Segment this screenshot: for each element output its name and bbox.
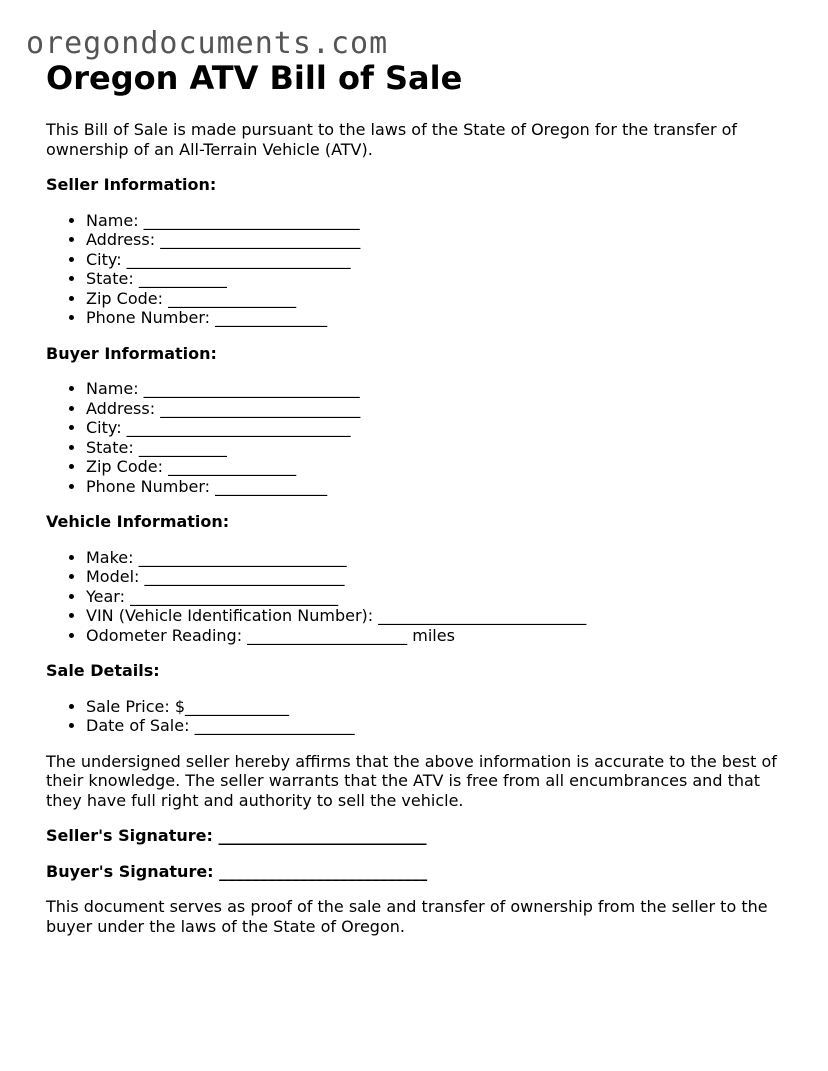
seller-name-field: • Name: ___________________________ xyxy=(86,211,796,231)
site-watermark: oregondocuments.com xyxy=(26,26,389,61)
document-title: Oregon ATV Bill of Sale xyxy=(46,59,463,97)
intro-paragraph: This Bill of Sale is made pursuant to the laws of the State of Oregon for the transfer of ownership of an All-Terrain Vehicle (ATV). xyxy=(46,120,738,159)
buyer-city-field: • City: ____________________________ xyxy=(86,418,796,438)
vehicle-year-field: • Year: __________________________ xyxy=(86,587,796,607)
vehicle-model-field: • Model: _________________________ xyxy=(86,567,796,587)
affirmation-paragraph: The undersigned seller hereby affirms that the above information is accurate to the best of their knowledge. The seller warrants that the ATV is free from all encumbrances and that they have full right and authority to sell the vehicle. xyxy=(46,751,777,810)
buyer-list xyxy=(46,379,796,496)
seller-city-field: • City: ____________________________ xyxy=(86,250,796,270)
buyer-zip-field: • Zip Code: ________________ xyxy=(86,457,796,477)
sale-heading: Sale Details: xyxy=(46,661,160,680)
buyer-state-field: • State: ___________ xyxy=(86,438,796,458)
seller-state-field: • State: ___________ xyxy=(86,269,796,289)
vehicle-heading: Vehicle Information: xyxy=(46,512,230,531)
sale-price-field: • Sale Price: $_____________ xyxy=(86,697,796,717)
seller-heading: Seller Information: xyxy=(46,175,217,194)
closing-paragraph: This document serves as proof of the sale and transfer of ownership from the seller to the buyer under the laws of the State of Oregon. xyxy=(46,897,768,936)
seller-zip-field: • Zip Code: ________________ xyxy=(86,289,796,309)
seller-signature-line: Seller's Signature: __________________________ xyxy=(46,826,427,845)
buyer-heading: Buyer Information: xyxy=(46,343,217,363)
buyer-address-field: • Address: _________________________ xyxy=(86,399,796,419)
buyer-name-field: • Name: ___________________________ xyxy=(86,379,796,399)
document-page xyxy=(46,58,796,936)
vehicle-make-field: • Make: __________________________ xyxy=(86,548,796,568)
seller-phone-field: • Phone Number: ______________ xyxy=(86,308,796,328)
buyer-signature-line: Buyer's Signature: __________________________ xyxy=(46,861,428,881)
sale-date-field: • Date of Sale: ____________________ xyxy=(86,716,796,736)
seller-address-field: • Address: _________________________ xyxy=(86,230,796,250)
vehicle-vin-field: • VIN (Vehicle Identification Number): __________________________ xyxy=(86,606,796,626)
buyer-phone-field: • Phone Number: ______________ xyxy=(86,477,796,497)
seller-list xyxy=(46,211,796,328)
sale-list xyxy=(46,697,796,736)
vehicle-odometer-field: • Odometer Reading: ____________________ miles xyxy=(86,626,796,646)
vehicle-list xyxy=(46,548,796,646)
